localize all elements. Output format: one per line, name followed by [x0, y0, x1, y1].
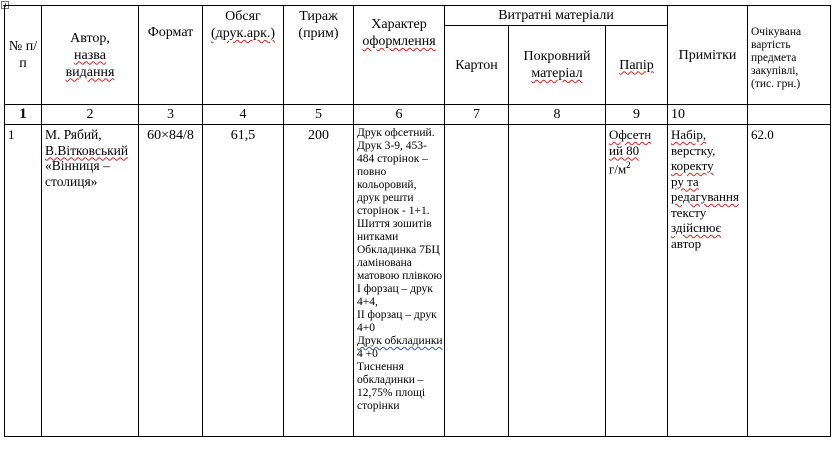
column-number: 3 [139, 105, 203, 125]
column-number: 5 [284, 105, 354, 125]
row-paper[interactable]: Офсетн ий 80 $г/м^2$ [606, 125, 668, 437]
column-number: 1 [5, 105, 42, 125]
header-cost: Очікувана вартість предмета закупівлі, (тис. грн.) [748, 6, 831, 105]
header-paper: Папір [606, 26, 668, 105]
row-volume[interactable]: 61,5 [203, 125, 284, 437]
column-number: 7 [445, 105, 509, 125]
header-format: Формат [139, 6, 203, 105]
row-design[interactable]: Друк офсетний. Друк 3-9, 453- 484 сторінок – повно кольоровий, друк решти сторінок - 1+1. Шиття зошитів нитками Обкладинка 7БЦ ламінована матовою плівкою І форзац – друк 4+4, ІІ форзац – друк 4+0 Друк обкладинки 4 +0 Тиснення обкладинки – 12,75% площі сторінки [354, 125, 445, 437]
row-cardboard[interactable] [445, 125, 509, 437]
column-number: 2 [42, 105, 139, 125]
header-cardboard: Картон [445, 26, 509, 105]
header-volume: Обсяг (друк.арк.) [203, 6, 284, 105]
procurement-table [4, 5, 831, 437]
column-number-empty [748, 105, 831, 125]
header-no: № п/п [5, 6, 42, 105]
row-author-title[interactable]: М. Рябий, В.Вітковський «Вінниця – столиця» [42, 125, 139, 437]
header-author: Автор, назва видання [42, 6, 139, 105]
column-number: 6 [354, 105, 445, 125]
column-number: 8 [509, 105, 606, 125]
row-format[interactable]: 60×84/8 [139, 125, 203, 437]
column-number: 9 [606, 105, 668, 125]
column-number: 4 [203, 105, 284, 125]
table-row [5, 125, 831, 437]
header-run: Тираж (прим) [284, 6, 354, 105]
header-cover-material: Покровний матеріал [509, 26, 606, 105]
column-number: 10 [668, 105, 748, 125]
header-row-1 [5, 6, 831, 26]
header-materials-group: Витратні матеріали [445, 6, 668, 26]
row-cost[interactable]: 62.0 [748, 125, 831, 437]
paper-unit: $г/м^2$ [609, 160, 631, 177]
column-number-row [5, 105, 831, 125]
row-run[interactable]: 200 [284, 125, 354, 437]
row-cover-material[interactable] [509, 125, 606, 437]
header-design: Характер оформлення [354, 6, 445, 105]
row-no[interactable]: 1 [5, 125, 42, 437]
header-notes: Примітки [668, 6, 748, 105]
row-notes[interactable]: Набір, верстку, коректу ру та редагування тексту здійснює автор [668, 125, 748, 437]
